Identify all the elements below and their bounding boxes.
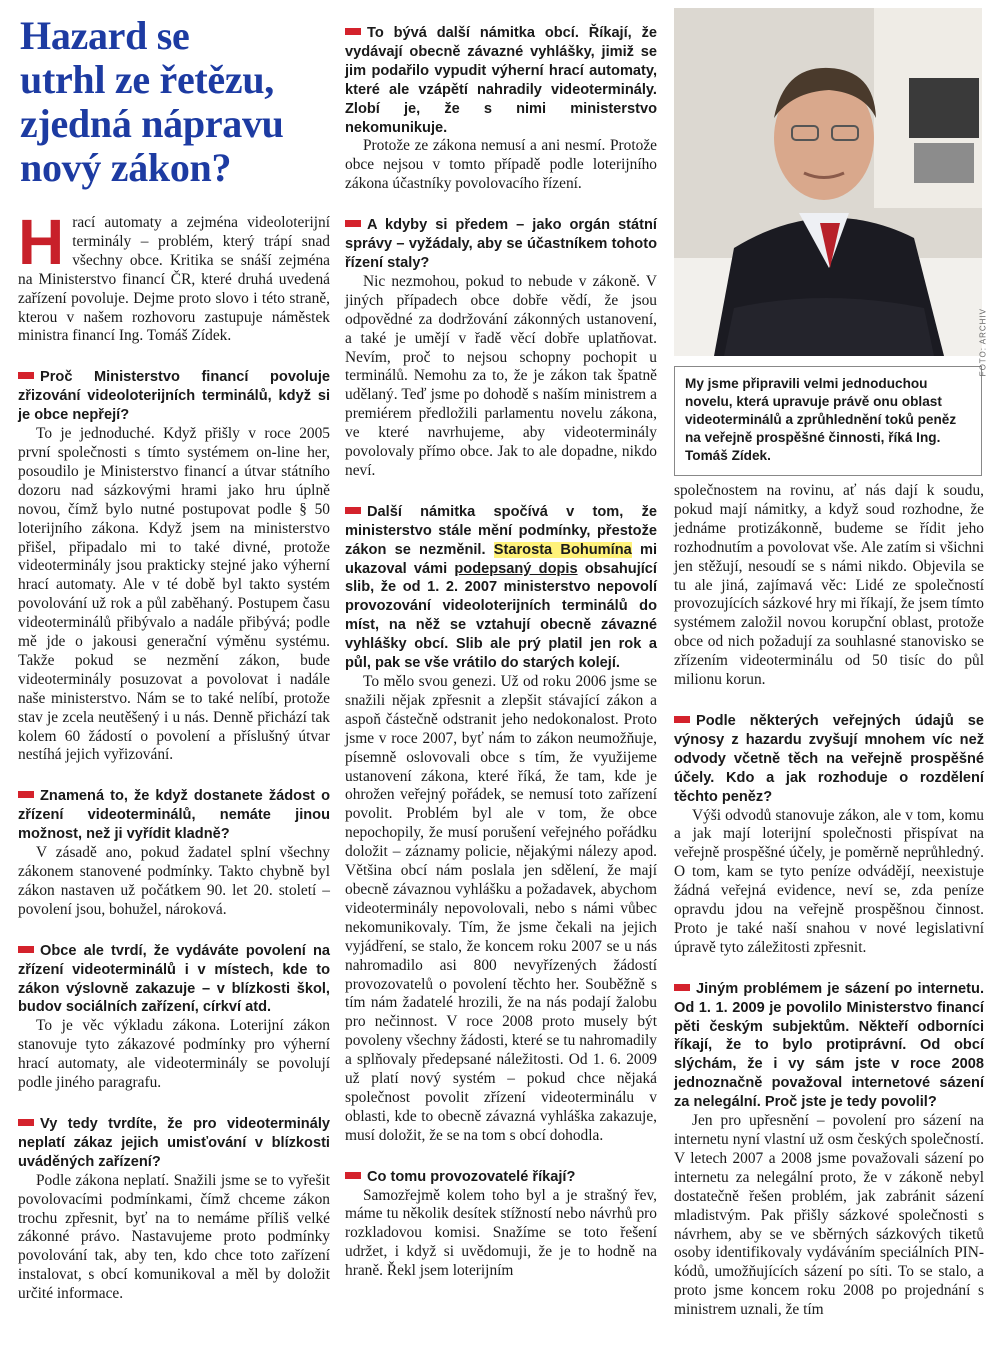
column-1: [18, 0, 330, 1304]
answer: To je věc výkladu zákona. Loterijní zákon stanovuje tyto zákazové podmínky pro výherní hrací automaty, ale videoterminály se povolují podle jiného paragrafu.: [18, 1017, 330, 1092]
question: [674, 980, 984, 1112]
question: [345, 24, 657, 137]
question-text: Proč Ministerstvo financí povoluje zřizování videoloterijních terminálů, když si je obce nepřejí?: [18, 369, 330, 424]
headline-line-2: utrhl ze řetězu,: [20, 57, 274, 102]
portrait-illustration: [674, 8, 982, 356]
column-3: [674, 8, 987, 1320]
question-marker: [18, 1119, 34, 1126]
answer: To je jednoduché. Když přišly v roce 2005 první společnosti s tímto systémem on-line her, posoudilo je Ministerstvo financí a útvar státního dozoru nad sázkovými hrami jako hru úplně novou, čímž bylo nutné postupovat podle § 50 loterijního zákona. Když jsem na ministerstvo přišel, připadalo mi to také divné, protože videoterminály jsou prakticky stejné jako výherní hrací automaty. Ale v té době byl takto systém povolování už rok a půl zaběhaný. Postupem času videoterminálů přibývalo a nadále přibývá; podle mě jde o jakousi generační výměnu systému. Takže pokud se nezmění zákon, bude videoterminály posuzovat a povolovat i nadále naše ministerstvo. Nám se to také nelíbí, protože stav je zcela neutěšený i u nás. Denně přichází tak kolem 60 žádostí o povolení a příslušný útvar nestíhá jejich vyřizování.: [18, 425, 330, 764]
question-text: mi ukazoval vámi: [345, 541, 658, 577]
question-text: Další námitka spočívá v tom, že ministerstvo stále mění podmínky, přestože zákon se nezměnil.: [345, 503, 657, 558]
question-marker: [18, 946, 34, 953]
question-text: Podle některých veřejných údajů se výnosy z hazardu zvyšují mnohem víc než odvody včetně těch na veřejně prospěšné účely. Kdo a jak rozhoduje o rozdělení těchto peněz?: [674, 712, 984, 805]
question: [18, 942, 330, 1018]
question-text: Co tomu provozovatelé říkají?: [367, 1168, 576, 1185]
question-marker: [345, 507, 361, 514]
question-text: A kdyby si předem – jako orgán státní správy – vyžádaly, aby se účastníkem tohoto řízení staly?: [345, 217, 657, 271]
question-text: obsahující slib, že od 1. 2. 2007 ministerstvo nepovolí provozování videoloterijních terminálů do míst, na něž se vztahují obecně závazné vyhlášky obcí. Slib ale prý platil jen rok a půl, pak se vše vrátilo do starých kolejí.: [345, 560, 657, 672]
question: [18, 787, 330, 844]
answer: Samozřejmě kolem toho byl a je strašný řev, máme tu několik desítek stížností nebo návrhů pro rozkladovou komisi. Snažíme se toto řešení udržet, i když si uvědomuji, že je to hodně na hraně. Řekl jsem loterijním: [345, 1186, 657, 1280]
lead-paragraph: [18, 206, 330, 346]
answer-continued: společnostem na rovinu, ať nás dají k soudu, pokud mají námitky, a když soud rozhodne, že jednáme protizákonně, budeme se řídit jeho rozhodnutím a povolovat vše. Ale zatím si všichni jen stěžují, nesoudí se s námi nikdo. Objevila se tu ale jiná, zajímavá věc: Lidé ze společností provozujících sázkové hry mi říkají, že jsem tímto systémem založil novou korupční oblast, protože obce od nich požadují za souhlasné stanovisko se zřízením videoterminálu od 50 tisíc do půl milionu korun.: [674, 482, 984, 689]
answer: Protože ze zákona nemusí a ani nesmí. Protože obce nejsou v tomto případě podle loterijního zákona účastníky povolovacího řízení.: [345, 137, 657, 193]
answer: Výši odvodů stanovuje zákon, ale v tom, komu a jak mají loterijní společnosti přispívat na veřejně prospěšné účely, je poměrně neprůhledný. O tom, kam se tyto peníze odvádějí, neexistuje žádná veřejná evidence, neví se, zda peníze opravdu jdou na veřejně prospěšnou činnost. Proto je také naší snahou v nové legislativní úpravě tyto záležitosti zpřesnit.: [674, 806, 984, 956]
answer: Nic nezmohou, pokud to nebude v zákoně. V jiných případech obce dobře vědí, že jsou odpovědné za dodržování zákonných ustanovení, a také je umějí v řadě věcí dobře uplatňovat. Nevím, proč to nejsou schopny pochopit u terminálů. Nemohu za to, že je zákon tak špatně udělaný. Teď jsme po dohodě s naším ministrem a premiérem předložili parlamentu novelu zákona, ve které navrhujeme, aby videoterminály povolovaly přímo obce. Jak to ale dopadne, nikdo neví.: [345, 272, 657, 479]
question-text: Znamená to, že když dostanete žádost o zřízení videoterminálů, nemáte jinou možnost, než ji vyřídit kladně?: [18, 788, 330, 843]
question-marker: [674, 984, 690, 991]
answer: To mělo svou genezi. Už od roku 2006 jsme se snažili nějak zpřesnit a zlepšit stávající zákon a aspoň částečně odstranit jeho nedokonalost. Proto jsme v roce 2007, byť nám to zákon neumožňuje, písemně oslovovali obce s tím, že využijeme ustanovení zákona, které říká, že tam, kde je ohrožen veřejný pořádek, se nemusí toto zařízení povolit. Problém byl ale v tom, že obce nepochopily, že musí porušení veřejného pořádku doložit – záznamy policie, nějakými nálezy apod. Většina obcí nám poslala jen sdělení, že mají obecně závaznou vyhlášku a požadavek, abychom videoterminály nepovolovali, nebo s námi vůbec nekomunikovaly. Tím, že jsme čekali na jejich vyjádření, se stalo, že koncem roku 2007 se u nás nahromadilo asi 800 nevyřízených žádostí provozovatelů o povolení těchto her. Souběžně s tím nám žadatelé hrozili, že na nás podají žalobu pro nečinnost. V roce 2008 proto musely být povoleny všechny žádosti, které se tu nahromadily a splňovaly předepsané náležitosti. Od 1. 6. 2009 už platí nový systém – pokud chce nějaká společnost povolit zřízení videoterminálu v oblasti, kde to obecně závazná vyhláška zakazuje, musí doložit, že se na tom s obcí dohodla.: [345, 673, 657, 1144]
headline-line-4: nový zákon?: [20, 145, 232, 190]
question-marker: [345, 220, 361, 227]
question-marker: [18, 372, 34, 379]
question-marker: [345, 28, 361, 35]
portrait-photo: [674, 8, 987, 377]
photo-caption: My jsme připravili velmi jednoduchou novelu, která upravuje právě onu oblast videoterminálů a zprůhlednění toků peněz na veřejně prospěšné činnosti, říká Ing. Tomáš Zídek.: [674, 366, 982, 476]
lead-text: rací automaty a zejména videoloterijní terminály – problém, který trápí snad všechny obce. Kritika se snáší zejména na Ministerstvo financí ČR, které druhá uvedená zařízení povoluje. Dejme proto slovo i této straně, kterou v našem rozhovoru zastupuje náměstek ministra financí Ing. Tomáš Zídek.: [18, 214, 330, 345]
question-marker: [674, 716, 690, 723]
question-marker: [345, 1172, 361, 1179]
drop-cap: H: [18, 206, 65, 278]
question: [18, 368, 330, 425]
question-marker: [18, 791, 34, 798]
question: [345, 1168, 657, 1187]
headline: [20, 14, 330, 190]
answer: Jen pro upřesnění – povolení pro sázení na internetu nyní vlastní už osm českých společností. V letech 2007 a 2008 jsme považovali sázení po internetu za nelegální proto, že v zákoně nebyl dostatečně řešen problém, jak zabránit sázení mladistvým. Pak přišly sázkové společnosti s návrhem, aby se ve sběrných sázkových tiketů osoby identifikovaly vydáváním speciálních PIN-kódů, umožňujících sázení po síti. To se stalo, a proto jsme koncem roku 2008 po projednání s ministrem uznali, že tím: [674, 1112, 984, 1319]
question-text: To bývá další námitka obcí. Říkají, že vydávají obecně závazné vyhlášky, jimiž se jim podařilo vypudit výherní hrací automaty, které ale vzápětí nahradily videoterminály. Zlobí je, že s nimi ministerstvo nekomunikuje.: [345, 25, 657, 136]
highlighted-text: Starosta Bohumína: [493, 541, 632, 558]
question: [345, 216, 657, 273]
underlined-text: podepsaný dopis: [454, 560, 578, 577]
question: [674, 712, 984, 807]
column-2: [345, 24, 657, 1281]
headline-line-1: Hazard se: [20, 13, 190, 58]
question: [345, 503, 657, 673]
question-text: Obce ale tvrdí, že vydáváte povolení na zřízení videoterminálů i v místech, kde to zákon výslovně zakazuje – v blízkosti škol, budov sociálních zařízení, církví atd.: [18, 942, 330, 1016]
question-text: Vy tedy tvrdíte, že pro videoterminály neplatí zákaz jejich umisťování v blízkosti uváděných zařízení?: [18, 1115, 330, 1170]
question: [18, 1115, 330, 1172]
answer: Podle zákona neplatí. Snažili jsme se to vyřešit povolovacími podmínkami, čímž chceme zákon trochu zpřesnit, byť na to nemáme příliš velké zákonné právo. Nastavujeme proto podmínky povolování tak, aby ten, kdo chce toto zařízení instalovat, s obcí komunikoval a měl by doložit určité informace.: [18, 1171, 330, 1303]
answer: V zásadě ano, pokud žadatel splní všechny zákonem stanovené podmínky. Takto chybně byl zákon nastaven už počátkem 90. let 20. století – povolení jsou, bohužel, nároková.: [18, 844, 330, 918]
question-text: Jiným problémem je sázení po internetu. Od 1. 1. 2009 je povolilo Ministerstvo financí pěti českým subjektům. Někteří odborníci říkají, že to bylo protiprávní. Od obcí slýchám, že i vy sám jste v roce 2008 jednoznačně považoval internetové sázení za nelegální. Proč jste je tedy povolil?: [674, 980, 984, 1111]
photo-credit: FOTO: ARCHIV: [978, 308, 987, 377]
headline-line-3: zjedná nápravu: [20, 101, 284, 146]
